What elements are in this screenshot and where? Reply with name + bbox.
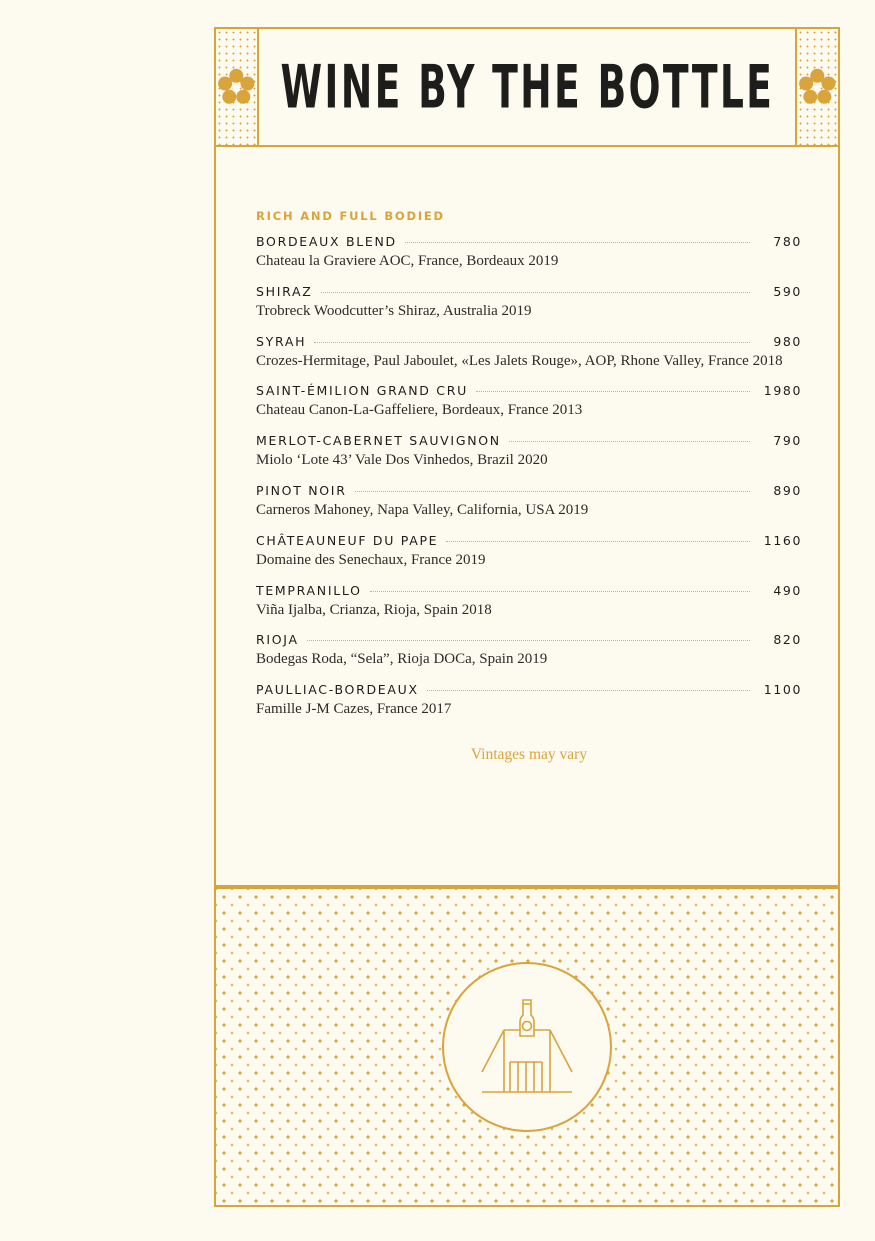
menu-item [256,234,802,272]
menu-item-price: 490 [773,582,802,598]
menu-item-row [256,533,802,548]
menu-item-name: SHIRAZ [256,283,313,299]
menu-item [256,334,802,372]
menu-item-name: PINOT NOIR [256,482,347,498]
menu-item-price: 790 [773,433,802,449]
menu-item-price: 780 [773,234,802,249]
menu-item-row [256,682,802,697]
menu-item [256,632,802,670]
header-title-box [259,27,796,147]
leader-dots [446,540,750,542]
menu-item-name: SAINT-ÉMILION GRAND CRU [256,383,468,399]
footer-panel [214,887,840,1207]
menu-body [214,147,840,887]
menu-item-description: Chateau Canon-La-Gaffeliere, Bordeaux, France 2013 [256,402,583,419]
menu-item [256,383,802,421]
menu-item-name: BORDEAUX BLEND [256,234,397,249]
menu-item-description: Famille J-M Cazes, France 2017 [256,701,452,718]
wine-bottle-emblem [442,962,612,1132]
header-right-ornament-box [795,27,840,147]
leader-dots [509,440,750,442]
menu-item-row [256,334,802,349]
menu-item-description: Bodegas Roda, “Sela”, Rioja DOCa, Spain 2019 [256,651,548,668]
vintage-note: Vintages may vary [470,745,588,763]
flower-ornament-right [797,29,838,145]
menu-item-price: 1980 [763,383,802,399]
menu-header [214,27,840,147]
menu-item-name: RIOJA [256,632,299,648]
leader-dots [427,689,750,691]
menu-item-row [256,234,802,249]
menu-item-description: Chateau la Graviere AOC, France, Bordeaux 2019 [256,253,559,269]
page-title: WINE BY THE BOTTLE [280,52,774,122]
header-left-ornament-box [214,27,259,147]
menu-item-description: Domaine des Senechaux, France 2019 [256,551,486,568]
menu-item-name: CHÂTEAUNEUF DU PAPE [256,532,439,548]
flower-ornament-left [216,29,257,145]
menu-item-price: 1160 [763,532,802,548]
section-title-rich-and-full-bodied: RICH AND FULL BODIED [256,209,445,223]
menu-item-name: TEMPRANILLO [256,582,362,598]
menu-item-price: 590 [773,283,802,299]
menu-item-price: 1100 [763,682,802,698]
leader-dots [307,639,750,641]
menu-item-name: MERLOT-CABERNET SAUVIGNON [256,433,501,449]
menu-item-name: SYRAH [256,333,307,349]
leader-dots [321,291,750,293]
menu-item-price: 980 [773,333,802,349]
menu-content [256,209,802,764]
leader-dots [355,490,750,492]
menu-item [256,284,802,322]
menu-item-row [256,433,802,448]
menu-item-row [256,483,802,498]
menu-item-row [256,583,802,598]
menu-item-description: Miolo ‘Lote 43’ Vale Dos Vinhedos, Brazil 2020 [256,452,548,469]
menu-item [256,682,802,720]
menu-item [256,533,802,571]
menu-item-row [256,284,802,299]
menu-item [256,483,802,521]
menu-item [256,433,802,471]
menu-item-description: Carneros Mahoney, Napa Valley, California, USA 2019 [256,501,589,518]
menu-item-row [256,632,802,647]
menu-item-price: 890 [773,482,802,498]
menu-item-row [256,383,802,398]
leader-dots [370,590,750,592]
menu-item-description: Crozes-Hermitage, Paul Jaboulet, «Les Jalets Rouge», AOP, Rhone Valley, France 2018 [256,352,783,369]
leader-dots [476,390,750,392]
leader-dots [405,241,750,243]
menu-item [256,583,802,621]
menu-item-description: Trobreck Woodcutter’s Shiraz, Australia 2019 [256,302,532,319]
leader-dots [314,341,750,343]
menu-item-name: PAULLIAC-BORDEAUX [256,682,419,698]
menu-item-description: Viña Ijalba, Crianza, Rioja, Spain 2018 [256,601,492,618]
menu-item-price: 820 [773,632,802,648]
